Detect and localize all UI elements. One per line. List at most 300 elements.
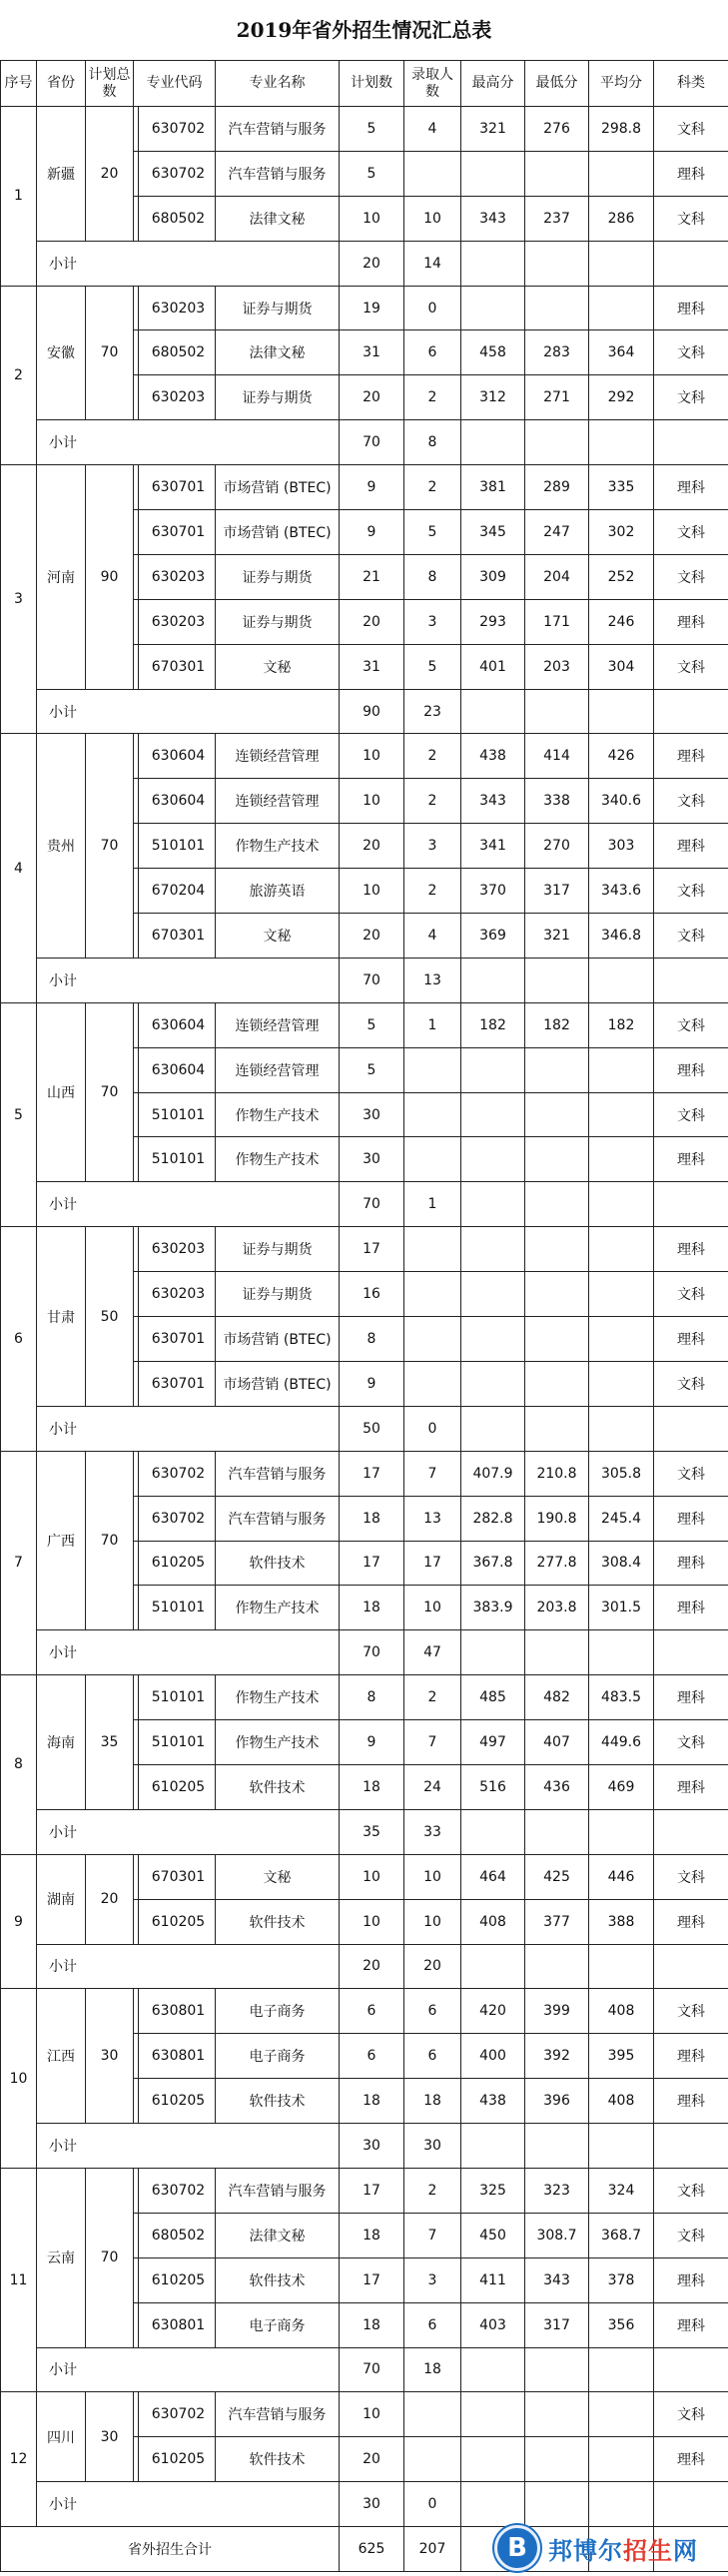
seq-cell: 10 [1,1989,37,2169]
subtotal-admitted: 18 [404,2347,461,2392]
major-code-cell: 630701 [134,465,216,510]
major-name-cell: 汽车营销与服务 [216,151,340,196]
table-body [1,107,728,2527]
max-score-cell: 341 [461,824,525,869]
header-row [1,61,728,107]
admitted-cell: 18 [404,2079,461,2124]
subtotal-blank [461,689,525,734]
category-cell: 理科 [654,1496,728,1541]
province-cell: 安徽 [37,286,86,420]
subtotal-label: 小计 [37,689,340,734]
subtotal-blank [654,1630,728,1675]
subtotal-plan: 70 [340,1182,404,1227]
major-name-cell: 连锁经营管理 [216,734,340,779]
major-name-cell: 证券与期货 [216,375,340,420]
subtotal-label: 小计 [37,2482,340,2527]
major-code-cell: 670301 [134,1854,216,1899]
category-cell: 文科 [654,1720,728,1765]
min-score-cell: 343 [525,2257,589,2302]
plan-total-cell: 30 [86,2392,134,2482]
max-score-cell: 411 [461,2257,525,2302]
province-cell: 河南 [37,465,86,689]
province-cell: 甘肃 [37,1227,86,1407]
min-score-cell: 317 [525,869,589,914]
subtotal-blank [589,1630,654,1675]
major-code-cell: 630203 [134,1272,216,1317]
max-score-cell: 403 [461,2302,525,2347]
min-score-cell [525,1092,589,1137]
min-score-cell: 323 [525,2168,589,2213]
subtotal-plan: 70 [340,1630,404,1675]
header-category: 科类 [654,61,728,107]
major-name-cell: 汽车营销与服务 [216,1496,340,1541]
avg-score-cell [589,1227,654,1272]
subtotal-blank [525,1182,589,1227]
subtotal-blank [525,241,589,286]
category-cell: 文科 [654,330,728,375]
max-score-cell: 420 [461,1989,525,2034]
major-code-cell: 630801 [134,1989,216,2034]
subtotal-admitted: 0 [404,2482,461,2527]
major-name-cell: 汽车营销与服务 [216,2392,340,2437]
admitted-cell: 7 [404,1720,461,1765]
province-cell: 广西 [37,1451,86,1630]
avg-score-cell: 346.8 [589,914,654,959]
max-score-cell: 369 [461,914,525,959]
max-score-cell: 408 [461,1899,525,1944]
max-score-cell [461,2437,525,2482]
avg-score-cell: 298.8 [589,107,654,152]
category-cell: 文科 [654,2213,728,2257]
max-score-cell: 321 [461,107,525,152]
max-score-cell: 438 [461,2079,525,2124]
subtotal-row [1,1182,728,1227]
plan-count-cell: 10 [340,734,404,779]
subtotal-blank [589,958,654,1002]
subtotal-admitted: 33 [404,1809,461,1854]
subtotal-blank [654,1406,728,1451]
admitted-cell: 3 [404,2257,461,2302]
major-name-cell: 作物生产技术 [216,1137,340,1182]
province-cell: 新疆 [37,107,86,242]
category-cell: 文科 [654,2168,728,2213]
subtotal-label: 小计 [37,1630,340,1675]
plan-count-cell: 20 [340,824,404,869]
min-score-cell: 338 [525,779,589,824]
subtotal-row [1,1944,728,1989]
plan-count-cell: 10 [340,779,404,824]
plan-count-cell: 20 [340,375,404,420]
avg-score-cell: 252 [589,554,654,599]
plan-total-cell: 20 [86,1854,134,1944]
category-cell: 理科 [654,599,728,644]
major-name-cell: 软件技术 [216,1764,340,1809]
admitted-cell [404,1317,461,1362]
table-row [1,1227,728,1272]
max-score-cell: 438 [461,734,525,779]
subtotal-blank [589,1406,654,1451]
avg-score-cell: 305.8 [589,1451,654,1496]
admitted-cell: 4 [404,914,461,959]
category-cell: 理科 [654,1764,728,1809]
table-row [1,1854,728,1899]
table-row [1,1989,728,2034]
max-score-cell: 497 [461,1720,525,1765]
category-cell: 理科 [654,1137,728,1182]
category-cell: 理科 [654,1899,728,1944]
avg-score-cell: 483.5 [589,1675,654,1720]
plan-total-cell: 20 [86,107,134,242]
avg-score-cell [589,1317,654,1362]
min-score-cell: 425 [525,1854,589,1899]
subtotal-blank [654,241,728,286]
subtotal-blank [525,1630,589,1675]
major-code-cell: 630702 [134,1496,216,1541]
category-cell: 文科 [654,1002,728,1047]
subtotal-label: 小计 [37,1944,340,1989]
seq-cell: 6 [1,1227,37,1451]
category-cell: 文科 [654,1854,728,1899]
major-name-cell: 法律文秘 [216,196,340,241]
major-name-cell: 文秘 [216,1854,340,1899]
seq-cell: 4 [1,734,37,1002]
major-name-cell: 作物生产技术 [216,1586,340,1630]
avg-score-cell [589,1092,654,1137]
table-row [1,1675,728,1720]
major-name-cell: 连锁经营管理 [216,779,340,824]
admitted-cell: 8 [404,554,461,599]
admitted-cell [404,1137,461,1182]
plan-count-cell: 10 [340,1854,404,1899]
avg-score-cell [589,1047,654,1092]
plan-count-cell: 18 [340,1586,404,1630]
min-score-cell: 276 [525,107,589,152]
major-code-cell: 630701 [134,1317,216,1362]
major-code-cell: 630801 [134,2302,216,2347]
min-score-cell [525,2437,589,2482]
subtotal-blank [461,1944,525,1989]
avg-score-cell: 246 [589,599,654,644]
subtotal-blank [461,2347,525,2392]
admitted-cell: 6 [404,1989,461,2034]
grand-total-admitted: 207 [404,2527,461,2572]
avg-score-cell [589,1137,654,1182]
brand-name-part: 网 [673,2536,698,2565]
max-score-cell: 383.9 [461,1586,525,1630]
subtotal-blank [589,2482,654,2527]
category-cell: 理科 [654,2302,728,2347]
category-cell: 理科 [654,2437,728,2482]
min-score-cell [525,1137,589,1182]
plan-count-cell: 17 [340,2168,404,2213]
category-cell: 理科 [654,151,728,196]
admitted-cell: 6 [404,330,461,375]
subtotal-row [1,241,728,286]
major-name-cell: 软件技术 [216,2079,340,2124]
seq-cell: 12 [1,2392,37,2527]
max-score-cell: 458 [461,330,525,375]
min-score-cell [525,151,589,196]
subtotal-label: 小计 [37,1809,340,1854]
min-score-cell: 271 [525,375,589,420]
major-code-cell: 630203 [134,375,216,420]
plan-total-cell: 50 [86,1227,134,1407]
admitted-cell [404,1272,461,1317]
major-code-cell: 610205 [134,1764,216,1809]
major-name-cell: 市场营销 (BTEC) [216,1361,340,1406]
category-cell: 文科 [654,1989,728,2034]
subtotal-blank [654,1182,728,1227]
major-code-cell: 610205 [134,2437,216,2482]
seq-cell: 5 [1,1002,37,1226]
min-score-cell: 407 [525,1720,589,1765]
min-score-cell: 247 [525,510,589,555]
max-score-cell: 325 [461,2168,525,2213]
admitted-cell: 5 [404,644,461,689]
avg-score-cell: 449.6 [589,1720,654,1765]
major-name-cell: 市场营销 (BTEC) [216,1317,340,1362]
max-score-cell: 312 [461,375,525,420]
category-cell: 理科 [654,1317,728,1362]
avg-score-cell: 446 [589,1854,654,1899]
header-seq: 序号 [1,61,37,107]
max-score-cell [461,2392,525,2437]
major-code-cell: 610205 [134,2079,216,2124]
avg-score-cell: 408 [589,2079,654,2124]
avg-score-cell: 343.6 [589,869,654,914]
admitted-cell: 7 [404,2213,461,2257]
brand-name-part: 邦博尔 [548,2536,623,2565]
admitted-cell: 10 [404,1899,461,1944]
subtotal-blank [461,1630,525,1675]
max-score-cell: 345 [461,510,525,555]
major-name-cell: 作物生产技术 [216,1720,340,1765]
major-name-cell: 软件技术 [216,2257,340,2302]
min-score-cell [525,1272,589,1317]
max-score-cell: 309 [461,554,525,599]
plan-count-cell: 9 [340,510,404,555]
min-score-cell: 308.7 [525,2213,589,2257]
plan-count-cell: 18 [340,1496,404,1541]
major-name-cell: 文秘 [216,914,340,959]
seq-cell: 8 [1,1675,37,1855]
subtotal-blank [461,1182,525,1227]
max-score-cell [461,1361,525,1406]
max-score-cell: 400 [461,2034,525,2079]
admitted-cell: 2 [404,734,461,779]
table-row [1,1002,728,1047]
major-name-cell: 证券与期货 [216,1227,340,1272]
table-row [1,2392,728,2437]
max-score-cell: 464 [461,1854,525,1899]
major-name-cell: 市场营销 (BTEC) [216,510,340,555]
avg-score-cell: 368.7 [589,2213,654,2257]
min-score-cell: 399 [525,1989,589,2034]
major-name-cell: 证券与期货 [216,599,340,644]
min-score-cell: 204 [525,554,589,599]
major-name-cell: 电子商务 [216,1989,340,2034]
subtotal-label: 小计 [37,958,340,1002]
plan-count-cell: 20 [340,2437,404,2482]
plan-total-cell: 35 [86,1675,134,1810]
subtotal-admitted: 8 [404,420,461,465]
subtotal-admitted: 20 [404,1944,461,1989]
avg-score-cell: 302 [589,510,654,555]
major-code-cell: 510101 [134,1720,216,1765]
min-score-cell [525,2392,589,2437]
subtotal-blank [654,958,728,1002]
max-score-cell: 407.9 [461,1451,525,1496]
grand-total-label: 省外招生合计 [1,2527,340,2572]
max-score-cell [461,1272,525,1317]
plan-count-cell: 9 [340,1720,404,1765]
site-watermark [494,2524,724,2572]
grand-total-plan: 625 [340,2527,404,2572]
avg-score-cell: 426 [589,734,654,779]
major-code-cell: 630701 [134,510,216,555]
min-score-cell [525,286,589,330]
header-max-score: 最高分 [461,61,525,107]
subtotal-plan: 70 [340,420,404,465]
subtotal-blank [461,420,525,465]
subtotal-blank [525,420,589,465]
category-cell: 理科 [654,465,728,510]
admitted-cell: 17 [404,1541,461,1586]
table-row [1,2168,728,2213]
category-cell: 理科 [654,1047,728,1092]
min-score-cell: 190.8 [525,1496,589,1541]
max-score-cell [461,1092,525,1137]
major-code-cell: 630203 [134,554,216,599]
category-cell: 文科 [654,1451,728,1496]
avg-score-cell: 245.4 [589,1496,654,1541]
avg-score-cell: 395 [589,2034,654,2079]
subtotal-blank [654,1809,728,1854]
subtotal-label: 小计 [37,1182,340,1227]
subtotal-label: 小计 [37,1406,340,1451]
admitted-cell: 0 [404,286,461,330]
avg-score-cell: 308.4 [589,1541,654,1586]
major-name-cell: 软件技术 [216,2437,340,2482]
plan-count-cell: 10 [340,869,404,914]
avg-score-cell: 303 [589,824,654,869]
category-cell: 理科 [654,1586,728,1630]
category-cell: 文科 [654,2392,728,2437]
avg-score-cell: 304 [589,644,654,689]
min-score-cell [525,1317,589,1362]
category-cell: 理科 [654,286,728,330]
plan-count-cell: 31 [340,330,404,375]
header-plan-count: 计划数 [340,61,404,107]
subtotal-blank [654,2482,728,2527]
major-name-cell: 电子商务 [216,2034,340,2079]
plan-total-cell: 70 [86,286,134,420]
category-cell: 理科 [654,2034,728,2079]
subtotal-blank [461,2124,525,2169]
max-score-cell: 381 [461,465,525,510]
header-min-score: 最低分 [525,61,589,107]
avg-score-cell [589,2392,654,2437]
category-cell: 文科 [654,779,728,824]
major-code-cell: 630702 [134,1451,216,1496]
table-row [1,107,728,152]
major-code-cell: 630702 [134,151,216,196]
avg-score-cell: 324 [589,2168,654,2213]
plan-count-cell: 16 [340,1272,404,1317]
admitted-cell [404,1227,461,1272]
category-cell: 文科 [654,107,728,152]
major-name-cell: 汽车营销与服务 [216,107,340,152]
subtotal-blank [461,2482,525,2527]
subtotal-plan: 90 [340,689,404,734]
major-code-cell: 670301 [134,914,216,959]
major-code-cell: 680502 [134,196,216,241]
max-score-cell: 343 [461,779,525,824]
subtotal-row [1,689,728,734]
plan-count-cell: 21 [340,554,404,599]
subtotal-blank [589,1182,654,1227]
min-score-cell: 414 [525,734,589,779]
brand-logo-icon: B [494,2525,540,2571]
major-name-cell: 作物生产技术 [216,1092,340,1137]
max-score-cell [461,1227,525,1272]
table-row [1,734,728,779]
category-cell: 理科 [654,2257,728,2302]
major-code-cell: 510101 [134,824,216,869]
major-name-cell: 连锁经营管理 [216,1002,340,1047]
header-major-name: 专业名称 [216,61,340,107]
province-cell: 海南 [37,1675,86,1810]
table-row [1,1451,728,1496]
avg-score-cell: 301.5 [589,1586,654,1630]
subtotal-blank [461,241,525,286]
max-score-cell: 343 [461,196,525,241]
plan-count-cell: 5 [340,1002,404,1047]
admitted-cell [404,2392,461,2437]
subtotal-row [1,2124,728,2169]
major-code-cell: 630604 [134,1047,216,1092]
header-province: 省份 [37,61,86,107]
major-code-cell: 670301 [134,644,216,689]
province-cell: 湖南 [37,1854,86,1944]
min-score-cell: 321 [525,914,589,959]
major-name-cell: 汽车营销与服务 [216,2168,340,2213]
max-score-cell: 450 [461,2213,525,2257]
plan-count-cell: 10 [340,196,404,241]
admitted-cell: 6 [404,2302,461,2347]
subtotal-blank [525,958,589,1002]
subtotal-row [1,1406,728,1451]
category-cell: 文科 [654,1092,728,1137]
header-admitted: 录取人数 [404,61,461,107]
avg-score-cell: 286 [589,196,654,241]
subtotal-plan: 70 [340,958,404,1002]
subtotal-plan: 30 [340,2124,404,2169]
subtotal-blank [654,1944,728,1989]
avg-score-cell: 378 [589,2257,654,2302]
province-cell: 贵州 [37,734,86,958]
plan-count-cell: 5 [340,1047,404,1092]
subtotal-blank [525,689,589,734]
subtotal-blank [525,2124,589,2169]
major-code-cell: 610205 [134,1541,216,1586]
plan-count-cell: 10 [340,1899,404,1944]
plan-count-cell: 18 [340,2213,404,2257]
plan-total-cell: 30 [86,1989,134,2124]
major-name-cell: 法律文秘 [216,2213,340,2257]
min-score-cell: 203.8 [525,1586,589,1630]
admitted-cell: 4 [404,107,461,152]
